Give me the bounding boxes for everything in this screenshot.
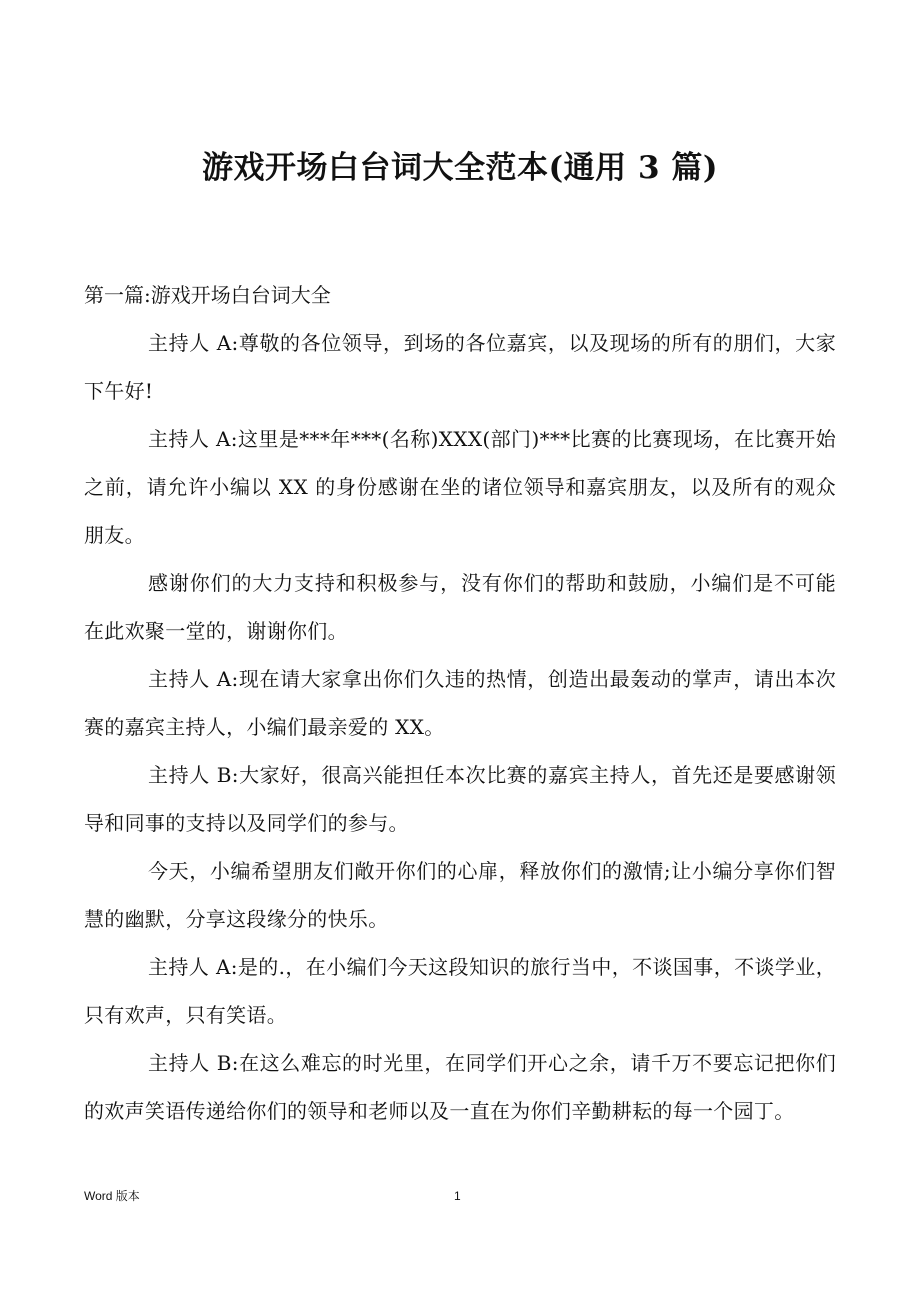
page-number: 1 bbox=[454, 1189, 461, 1203]
section-heading: 第一篇:游戏开场白台词大全 bbox=[84, 283, 331, 307]
footer-label: Word 版本 bbox=[84, 1189, 140, 1203]
paragraph: 主持人 B:大家好，很高兴能担任本次比赛的嘉宾主持人，首先还是要感谢领导和同事的支持以及同学们的参与。 bbox=[84, 763, 836, 835]
paragraph: 主持人 B:在这么难忘的时光里，在同学们开心之余，请千万不要忘记把你们的欢声笑语传递给你们的领导和老师以及一直在为你们辛勤耕耘的每一个园丁。 bbox=[84, 1051, 836, 1123]
paragraph: 主持人 A:现在请大家拿出你们久违的热情，创造出最轰动的掌声，请出本次赛的嘉宾主持人，小编们最亲爱的 XX。 bbox=[84, 667, 836, 739]
paragraph: 主持人 A:是的.，在小编们今天这段知识的旅行当中，不谈国事，不谈学业，只有欢声，只有笑语。 bbox=[84, 955, 836, 1027]
paragraph: 今天，小编希望朋友们敞开你们的心扉，释放你们的激情;让小编分享你们智慧的幽默，分享这段缘分的快乐。 bbox=[84, 859, 836, 931]
document-body bbox=[84, 271, 836, 1135]
paragraph: 感谢你们的大力支持和积极参与，没有你们的帮助和鼓励，小编们是不可能在此欢聚一堂的，谢谢你们。 bbox=[84, 571, 836, 643]
paragraph: 主持人 A:这里是***年***(名称)XXX(部门)***比赛的比赛现场，在比赛开始之前，请允许小编以 XX 的身份感谢在坐的诸位领导和嘉宾朋友，以及所有的观众朋友。 bbox=[84, 427, 836, 547]
paragraph: 主持人 A:尊敬的各位领导，到场的各位嘉宾，以及现场的所有的朋们，大家下午好! bbox=[84, 331, 836, 403]
page-title: 游戏开场白台词大全范本(通用 3 篇) bbox=[202, 150, 718, 186]
